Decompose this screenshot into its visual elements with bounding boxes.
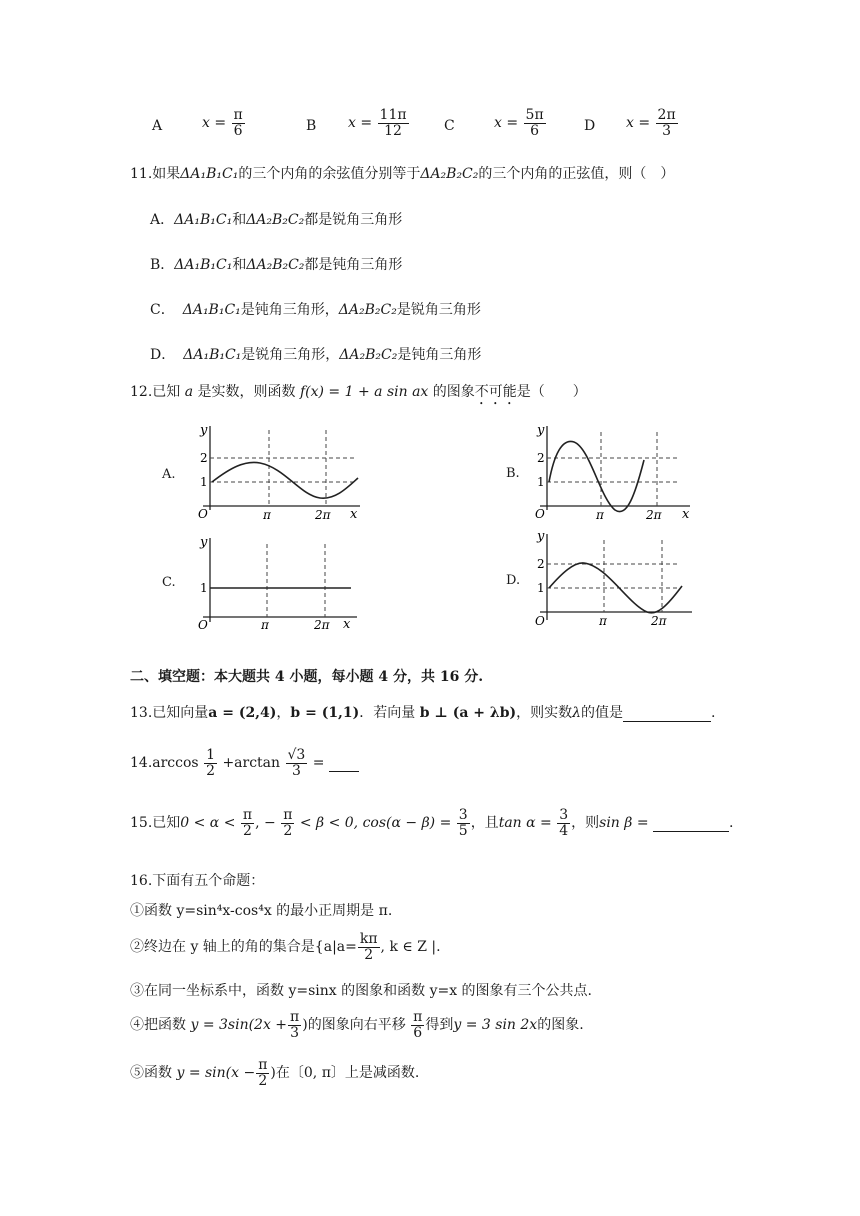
option-end: 都是钝角三角形: [304, 257, 403, 273]
q14-answer-blank[interactable]: [329, 755, 359, 772]
q12-emphasis: 不可能: [474, 384, 517, 400]
q11-number: 11.: [130, 166, 153, 182]
option-end: 是钝角三角形: [397, 347, 482, 363]
s5-text-b: )在〔0, π〕上是减函数.: [270, 1065, 420, 1082]
q14-prefix: 14.: [130, 755, 153, 772]
q14-fraction-1: [204, 748, 217, 778]
tick-1: 1: [200, 475, 208, 489]
q15-cond-4: tan α =: [498, 815, 552, 832]
q11-option-d: [150, 344, 481, 364]
graph-a: [195, 420, 370, 520]
q15-cond-2a: , −: [255, 815, 276, 832]
fraction-den: 2: [364, 946, 374, 963]
s5-text-a: ⑤函数: [130, 1065, 172, 1082]
q12-func: f(x) = 1 + a sin ax: [299, 384, 429, 400]
option-letter: C．: [150, 302, 175, 318]
q10-option-d-expr: [626, 108, 679, 138]
q11-text-a: 如果: [152, 166, 181, 182]
triangle-2: ΔA₂B₂C₂: [339, 347, 398, 363]
q10-option-a-fraction: [232, 108, 245, 138]
tick-pi: π: [599, 614, 607, 628]
fraction-num: 11π: [379, 107, 407, 123]
q15-ask: sin β =: [599, 815, 649, 832]
tick-pi: π: [263, 508, 271, 520]
fraction-num: 1: [206, 747, 215, 763]
section-2-heading: 二、填空题：本大题共 4 小题，每小题 4 分，共 16 分.: [130, 669, 484, 685]
q10-option-d-letter: D: [584, 118, 596, 134]
q14-fraction-2: [286, 748, 308, 778]
tick-pi: π: [596, 508, 604, 520]
q12-stem: [130, 381, 587, 408]
q11-triangle-2: ΔA₂B₂C₂: [420, 166, 479, 182]
q12-mid2: 的图象: [432, 384, 475, 400]
graph-b-label: B.: [506, 466, 520, 481]
tick-2pi: 2π: [651, 614, 667, 628]
triangle-2: ΔA₂B₂C₂: [338, 302, 397, 318]
q16-statement-3: ③在同一坐标系中，函数 y=sinx 的图象和函数 y=x 的图象有三个公共点.: [130, 983, 592, 999]
fraction-den: 2: [258, 1072, 268, 1089]
q11-text-c: 的三个内角的正弦值，则（ ）: [478, 166, 675, 182]
q10-option-b-lhs: x =: [348, 115, 373, 132]
y-axis-label: y: [537, 423, 545, 438]
q11-stem: [130, 163, 674, 183]
s4-fraction-1: [288, 1010, 301, 1040]
graph-d-label: D.: [506, 573, 521, 588]
q12-suffix: 是（ ）: [516, 384, 587, 400]
s4-result: y = 3 sin 2x: [453, 1017, 538, 1034]
q10-option-d-lhs: x =: [626, 115, 651, 132]
q10-option-c-lhs: x =: [494, 115, 519, 132]
tick-1: 1: [537, 475, 545, 489]
graph-c: [195, 530, 370, 632]
fraction-num: π: [413, 1009, 423, 1025]
s2-text-b: , k ∈ Z |.: [380, 939, 441, 956]
fraction-num: π: [290, 1009, 300, 1025]
option-end: 是锐角三角形: [396, 302, 481, 318]
tick-pi: π: [261, 618, 269, 632]
q10-option-c-letter: C: [444, 118, 455, 134]
q14-plus: +: [222, 755, 235, 772]
q13-mid: ．若向量: [359, 705, 416, 721]
fraction-num: π: [233, 107, 243, 123]
option-letter: A．: [150, 212, 175, 228]
q15: [130, 808, 733, 838]
q15-mid2: ，则: [571, 815, 600, 832]
q13-mid2: ，则实数: [516, 705, 573, 721]
option-end: 都是锐角三角形: [304, 212, 403, 228]
q11-text-b: 的三个内角的余弦值分别等于: [238, 166, 421, 182]
q11-triangle-1: ΔA₁B₁C₁: [180, 166, 239, 182]
q13-condition: b ⊥ (a + λb): [419, 705, 517, 721]
curve: [212, 462, 358, 498]
graph-b: [532, 420, 697, 520]
q10-option-b-letter: B: [306, 118, 317, 134]
fraction-num: π: [283, 807, 293, 823]
q12-mid: 是实数，则函数: [197, 384, 296, 400]
q14-eq: =: [312, 755, 325, 772]
q12-prefix: 12.已知: [130, 384, 181, 400]
fraction-num: 3: [559, 807, 569, 823]
q16-intro: 16.下面有五个命题：: [130, 873, 265, 889]
triangle-2: ΔA₂B₂C₂: [246, 212, 305, 228]
q13-answer-blank[interactable]: [623, 705, 711, 722]
q15-end: .: [729, 815, 734, 832]
fraction-den: 12: [384, 122, 402, 139]
s2-text-a: ②终边在 y 轴上的角的集合是{a|a=: [130, 939, 357, 956]
q15-cond-3: , cos(α − β) =: [353, 815, 452, 832]
s4-func: y = 3sin(2x +: [190, 1017, 288, 1034]
s5-func: y = sin(x −: [176, 1065, 256, 1082]
q10-option-a-expr: [202, 108, 246, 138]
s4-text-d: 的图象.: [537, 1017, 584, 1034]
curve: [549, 441, 644, 511]
s2-fraction: [358, 932, 380, 962]
triangle-1: ΔA₁B₁C₁: [183, 347, 242, 363]
q13: [130, 702, 715, 722]
q16-statement-1: ①函数 y=sin⁴x-cos⁴x 的最小正周期是 π.: [130, 903, 393, 919]
tick-1: 1: [200, 581, 208, 595]
origin-label: O: [198, 507, 208, 520]
origin-label: O: [198, 618, 208, 632]
q15-answer-blank[interactable]: [653, 815, 729, 832]
q15-frac-3: [457, 808, 470, 838]
q16-statement-4: [130, 1010, 584, 1040]
q10-options-row: [152, 106, 712, 150]
fraction-num: √3: [287, 747, 306, 763]
q10-option-c-fraction: [524, 108, 546, 138]
q11-option-a: [150, 209, 402, 229]
s4-text-b: )的图象向右平移: [302, 1017, 406, 1034]
q10-option-a-lhs: x =: [202, 115, 227, 132]
fraction-den: 5: [458, 822, 468, 839]
s4-text-c: 得到: [425, 1017, 454, 1034]
q13-lambda: λ: [572, 705, 582, 721]
q14-arctan: arctan: [234, 755, 281, 772]
q10-option-b-expr: [348, 108, 410, 138]
s5-fraction: [256, 1058, 269, 1088]
fraction-den: 6: [530, 122, 540, 139]
fraction-den: 6: [233, 122, 243, 139]
fraction-num: kπ: [359, 931, 378, 947]
q10-option-a-letter: A: [152, 118, 163, 134]
fraction-num: 2π: [657, 107, 676, 123]
q13-vector-a: a = (2,4): [208, 705, 277, 721]
tick-2: 2: [200, 451, 208, 465]
triangle-2: ΔA₂B₂C₂: [246, 257, 305, 273]
q15-frac-4: [557, 808, 570, 838]
q11-option-b: [150, 254, 402, 274]
q12-var: a: [184, 384, 194, 400]
q10-option-c-expr: [494, 108, 547, 138]
fraction-den: 3: [662, 122, 672, 139]
s4-fraction-2: [411, 1010, 424, 1040]
fraction-num: 5π: [525, 107, 544, 123]
q13-suffix: 的值是: [581, 705, 624, 721]
fraction-den: 6: [413, 1024, 423, 1041]
fraction-den: 2: [283, 822, 293, 839]
q15-prefix: 15.已知: [130, 815, 181, 832]
q15-frac-2: [281, 808, 294, 838]
q16-statement-2: [130, 932, 441, 962]
tick-2pi: 2π: [646, 508, 662, 520]
graph-d: [532, 528, 702, 630]
graph-a-label: A.: [162, 467, 176, 482]
fraction-den: 3: [291, 762, 301, 779]
q14: [130, 748, 359, 778]
origin-label: O: [535, 507, 545, 520]
triangle-1: ΔA₁B₁C₁: [174, 212, 233, 228]
tick-2: 2: [537, 557, 545, 571]
q13-vector-b: b = (1,1): [290, 705, 360, 721]
q14-arccos: arccos: [152, 755, 199, 772]
tick-1: 1: [537, 581, 545, 595]
option-mid: 和: [232, 212, 247, 228]
fraction-num: 3: [458, 807, 468, 823]
triangle-1: ΔA₁B₁C₁: [174, 257, 233, 273]
fraction-den: 4: [559, 822, 569, 839]
option-mid: 和: [232, 257, 247, 273]
graph-c-label: C.: [162, 575, 176, 590]
option-mid: 是钝角三角形，: [240, 302, 339, 318]
q13-end: .: [711, 705, 716, 721]
x-axis-label: x: [350, 507, 358, 520]
y-axis-label: y: [200, 535, 208, 550]
fraction-den: 2: [206, 762, 215, 779]
tick-2pi: 2π: [315, 508, 331, 520]
triangle-1: ΔA₁B₁C₁: [182, 302, 241, 318]
x-axis-label: x: [682, 507, 690, 520]
origin-label: O: [535, 614, 545, 628]
option-mid: 是锐角三角形，: [241, 347, 340, 363]
y-axis-label: y: [200, 423, 208, 438]
s4-text-a: ④把函数: [130, 1017, 186, 1034]
q16-statement-5: [130, 1058, 419, 1088]
q10-option-b-fraction: [378, 108, 409, 138]
q11-option-c: [150, 299, 481, 319]
fraction-num: π: [242, 807, 253, 823]
y-axis-label: y: [537, 529, 545, 544]
fraction-num: π: [258, 1057, 268, 1073]
q15-mid: ，且: [470, 815, 499, 832]
option-letter: D．: [150, 347, 176, 363]
x-axis-label: x: [343, 617, 351, 632]
q13-prefix: 13.已知向量: [130, 705, 209, 721]
tick-2pi: 2π: [314, 618, 330, 632]
option-letter: B．: [150, 257, 175, 273]
fraction-den: 2: [243, 822, 252, 839]
fraction-den: 3: [290, 1024, 300, 1041]
q15-frac-1: [241, 808, 254, 838]
q15-cond-2b: < β < 0: [299, 815, 354, 832]
q10-option-d-fraction: [656, 108, 678, 138]
tick-2: 2: [537, 451, 545, 465]
q15-cond-1: 0 < α <: [180, 815, 236, 832]
q13-sep: ，: [276, 705, 291, 721]
